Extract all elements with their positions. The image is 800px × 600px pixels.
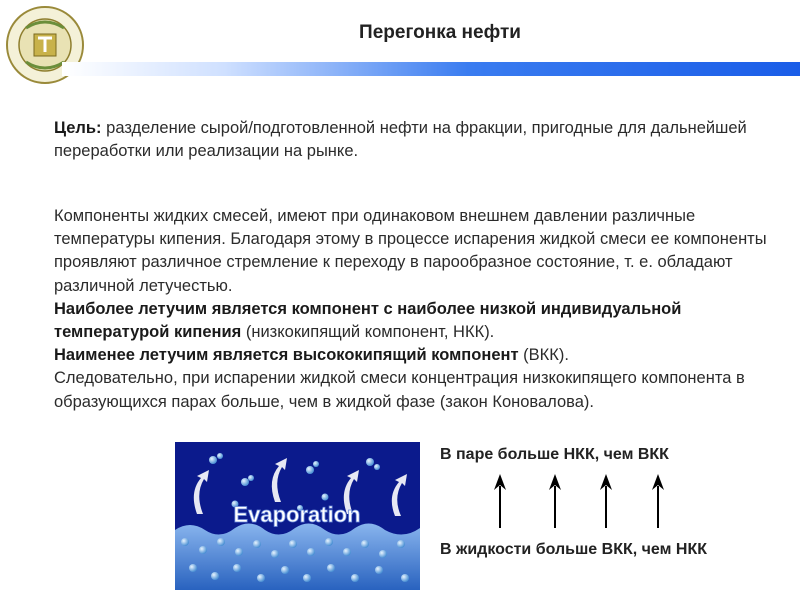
body-p3-rest: (ВКК). [518,346,569,365]
evaporation-caption: Evaporation [233,502,361,527]
goal-label: Цель: [54,119,102,137]
body-p2-bold: Наиболее летучим является компонент с наиболее низкой индивидуальной температурой кипения [54,299,682,342]
page-title: Перегонка нефти [359,22,521,43]
header-band [62,62,800,76]
body-p3-bold: Наименее летучим является высококипящий компонент [54,346,519,365]
liquid-label: В жидкости больше ВКК, чем НКК [440,541,707,558]
vapor-label: В паре больше НКК, чем ВКК [440,446,669,463]
body-p1: Компоненты жидких смесей, имеют при одинаковом внешнем давлении различные температуры кипения. Благодаря этому в процессе испарения жидкой смеси ее компоненты проявляют различное стремление к переходу в парообразное состояние, т. е. обладают различной летучестью. [54,207,767,295]
goal-body: разделение сырой/подготовленной нефти на фракции, пригодные для дальнейшей переработки или реализации на рынке. [54,119,747,160]
evaporation-illustration [175,442,420,590]
body-p4: Следовательно, при испарении жидкой смеси концентрация низкокипящего компонента в образующихся парах больше, чем в жидкой фазе (закон Коновалова). [54,369,745,411]
body-p2-rest: (низкокипящий компонент, НКК). [241,323,495,342]
goal-text [54,117,754,163]
body-text [54,205,774,414]
arrows-diagram [480,470,680,530]
